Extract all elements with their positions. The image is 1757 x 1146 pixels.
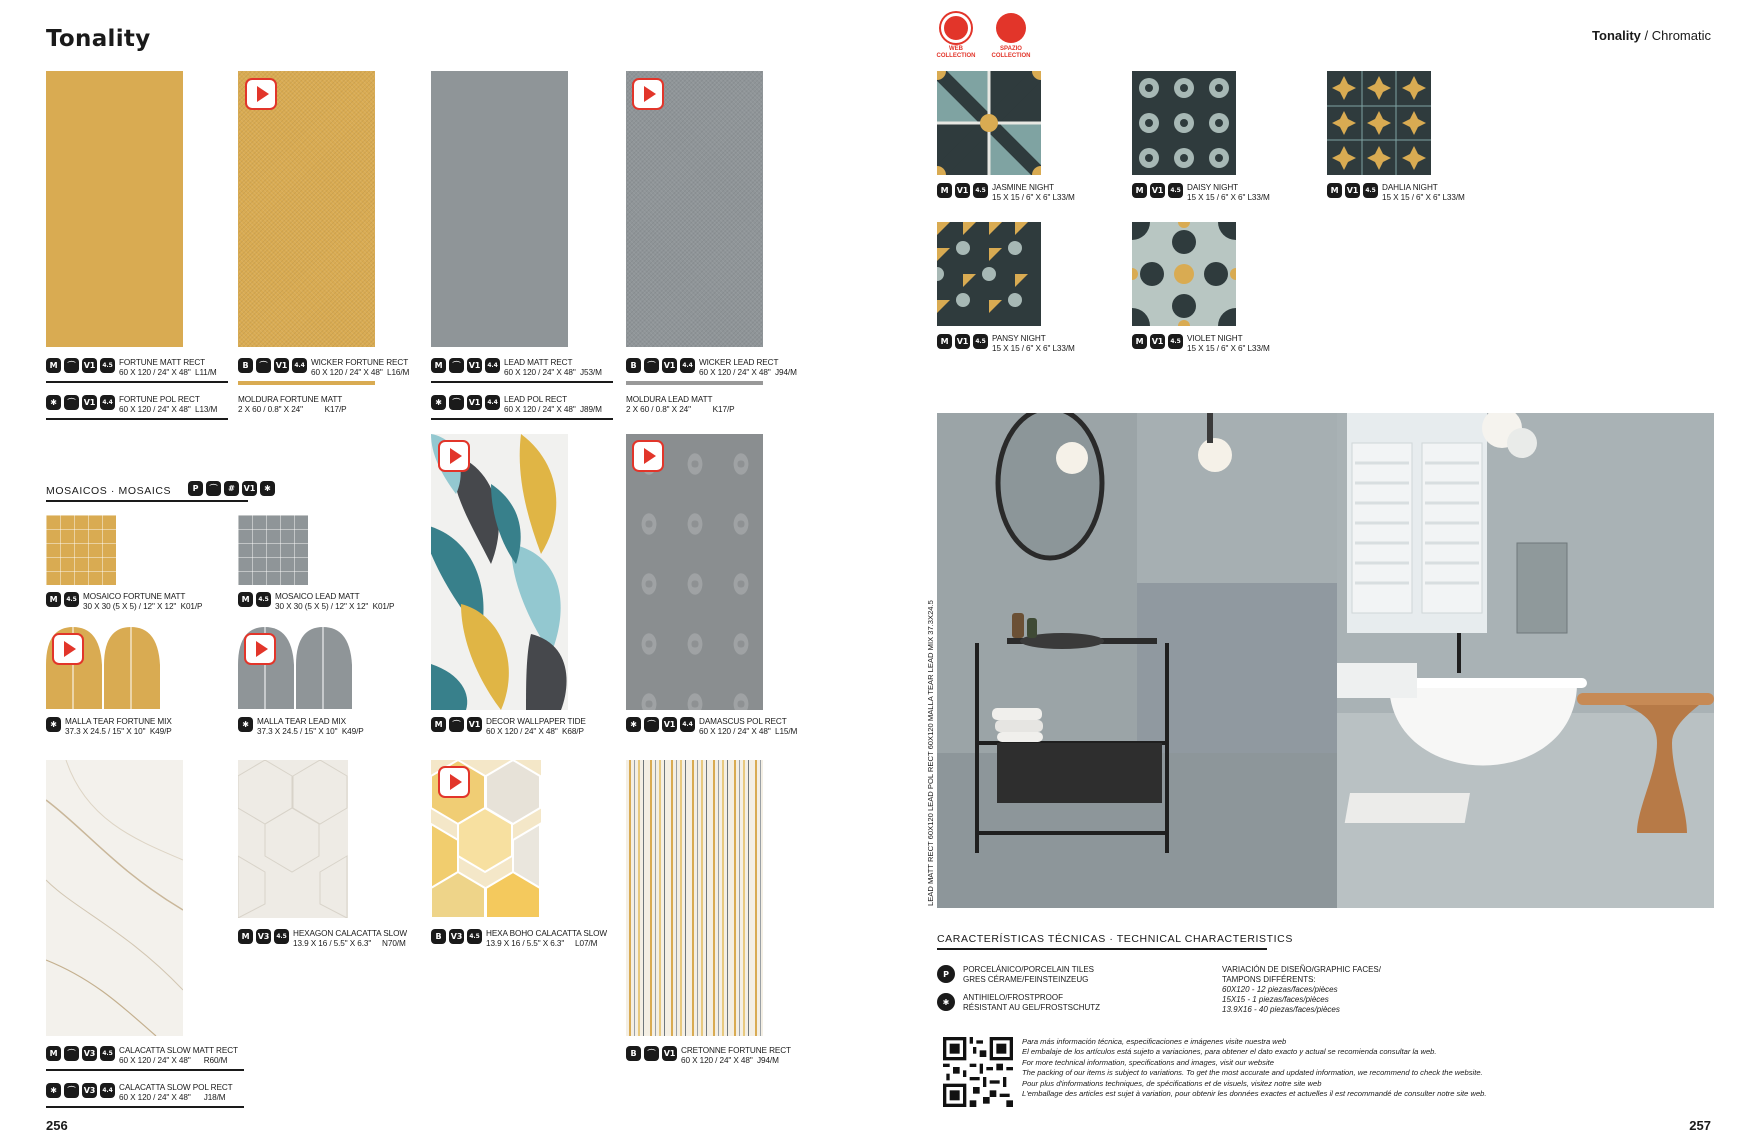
tech-section-title: CARACTERÍSTICAS TÉCNICAS · TECHNICAL CHARACTERISTICS (937, 933, 1293, 945)
rectified-icon: ⌒ (449, 717, 464, 732)
matt-finish-icon: M (238, 592, 253, 607)
play-video-icon[interactable] (438, 440, 470, 472)
tile-damascus-pol (626, 434, 763, 710)
tile-daisy-night (1132, 71, 1236, 175)
rectified-icon: ⌒ (449, 358, 464, 373)
tile-mosaico-lead (238, 515, 308, 585)
thickness-icon: 4.4 (100, 395, 115, 410)
matt-finish-icon: M (937, 183, 952, 198)
matt-finish-icon: M (238, 929, 253, 944)
v1-variation-icon: V1 (242, 481, 257, 496)
play-video-icon[interactable] (244, 633, 276, 665)
frostproof-icon: ✱ (238, 717, 253, 732)
tile-wicker-lead (626, 71, 763, 347)
tech-porcelain: P PORCELÁNICO/PORCELAIN TILES GRES CÉRAME/FEINSTEINZEUG (937, 965, 1094, 985)
product-caption: M V1 4.5 JASMINE NIGHT 15 X 15 / 6" X 6" L33/M (937, 183, 1117, 203)
web-collection-label: WEB COLLECTION (936, 46, 976, 59)
page-header: Tonality / Chromatic (1592, 28, 1711, 43)
mosaics-section-label: MOSAICOS · MOSAICS (46, 485, 172, 497)
v1-variation-icon: V1 (662, 717, 677, 732)
matt-finish-icon: M (46, 592, 61, 607)
divider (431, 381, 613, 383)
spazio-collection-label: SPAZIO COLLECTION (991, 46, 1031, 59)
rectified-icon: ⌒ (256, 358, 271, 373)
thickness-icon: 4.4 (485, 358, 500, 373)
qr-code[interactable] (943, 1037, 1013, 1107)
porcelain-icon: P (188, 481, 203, 496)
thickness-icon: 4.5 (100, 358, 115, 373)
divider (937, 948, 1267, 950)
mesh-icon: # (224, 481, 239, 496)
product-caption: ✱ ⌒ V1 4.4 DAMASCUS POL RECT 60 X 120 / 24" X 48" L15/M (626, 717, 816, 737)
relief-icon: B (626, 358, 641, 373)
matt-finish-icon: M (431, 717, 446, 732)
matt-finish-icon: M (1132, 183, 1147, 198)
play-video-icon[interactable] (632, 78, 664, 110)
thickness-icon: 4.4 (485, 395, 500, 410)
thickness-icon: 4.4 (100, 1083, 115, 1098)
spazio-collection-logo (996, 13, 1026, 43)
divider (46, 1069, 244, 1071)
product-caption: M V3 4.5 HEXAGON CALACATTA SLOW 13.9 X 16 / 5.5" X 6.3" N70/M (238, 929, 428, 949)
product-caption: MOLDURA FORTUNE MATT 2 X 60 / 0.8" X 24" K17/P (238, 395, 347, 414)
frostproof-icon: ✱ (46, 1083, 61, 1098)
thickness-icon: 4.5 (1363, 183, 1378, 198)
tile-calacatta-slow (46, 760, 183, 1036)
matt-finish-icon: M (46, 358, 61, 373)
tile-pansy-night (937, 222, 1041, 326)
tile-hexagon-calacatta (238, 760, 348, 918)
product-caption: M 4.5 MOSAICO LEAD MATT 30 X 30 (5 X 5) / 12" X 12" K01/P (238, 592, 423, 612)
moldura-swatch (626, 381, 763, 385)
page-number-right: 257 (1689, 1118, 1711, 1133)
tech-frostproof: ✱ ANTIHIELO/FROSTPROOF RÉSISTANT AU GEL/FROSTSCHUTZ (937, 993, 1100, 1013)
matt-finish-icon: M (431, 358, 446, 373)
matt-finish-icon: M (937, 334, 952, 349)
frostproof-icon: ✱ (46, 717, 61, 732)
tile-violet-night (1132, 222, 1236, 326)
graphic-faces-info: VARIACIÓN DE DISEÑO/GRAPHIC FACES/ TAMPONS DIFFÉRENTS: 60X120 - 12 piezas/faces/pièces 15X15 - 1 piezas/faces/pièces 13.9X16 - 40 piezas/faces/pièces (1222, 965, 1381, 1014)
product-caption: MOLDURA LEAD MATT 2 X 60 / 0.8" X 24" K17/P (626, 395, 735, 414)
play-video-icon[interactable] (245, 78, 277, 110)
divider (46, 381, 228, 383)
photo-caption-vertical: LEAD MATT RECT 60X120 LEAD POL RECT 60X120 MALLA TEAR LEAD MIX 37.3X24.5 (926, 600, 935, 906)
product-caption: ✱ MALLA TEAR FORTUNE MIX 37.3 X 24.5 / 15" X 10" K49/P (46, 717, 231, 737)
rectified-icon: ⌒ (644, 717, 659, 732)
product-caption: B ⌒ V1 4.4 WICKER FORTUNE RECT 60 X 120 / 24" X 48" L16/M (238, 358, 423, 378)
thickness-icon: 4.5 (1168, 183, 1183, 198)
product-caption: M V1 4.5 DAISY NIGHT 15 X 15 / 6" X 6" L33/M (1132, 183, 1312, 203)
frostproof-icon: ✱ (626, 717, 641, 732)
v3-variation-icon: V3 (82, 1046, 97, 1061)
bathroom-photo (937, 413, 1714, 908)
frostproof-icon: ✱ (937, 993, 955, 1011)
v1-variation-icon: V1 (82, 358, 97, 373)
thickness-icon: 4.5 (100, 1046, 115, 1061)
v1-variation-icon: V1 (662, 1046, 677, 1061)
v1-variation-icon: V1 (1345, 183, 1360, 198)
divider (46, 500, 248, 502)
matt-finish-icon: M (46, 1046, 61, 1061)
v3-variation-icon: V3 (82, 1083, 97, 1098)
thickness-icon: 4.5 (274, 929, 289, 944)
product-caption: M V1 4.5 DAHLIA NIGHT 15 X 15 / 6" X 6" L33/M (1327, 183, 1507, 203)
product-caption: M V1 4.5 VIOLET NIGHT 15 X 15 / 6" X 6" L33/M (1132, 334, 1312, 354)
web-collection-logo (941, 13, 971, 43)
v1-variation-icon: V1 (1150, 183, 1165, 198)
thickness-icon: 4.5 (256, 592, 271, 607)
tile-lead-matt (431, 71, 568, 347)
v1-variation-icon: V1 (82, 395, 97, 410)
mosaics-icons (188, 481, 275, 496)
v3-variation-icon: V3 (449, 929, 464, 944)
tile-decor-wallpaper-tide (431, 434, 568, 710)
v1-variation-icon: V1 (467, 717, 482, 732)
product-caption: B V3 4.5 HEXA BOHO CALACATTA SLOW 13.9 X 16 / 5.5" X 6.3" L07/M (431, 929, 621, 949)
v1-variation-icon: V1 (955, 183, 970, 198)
relief-icon: B (238, 358, 253, 373)
tile-mosaico-fortune (46, 515, 116, 585)
product-caption: M ⌒ V1 4.4 LEAD MATT RECT 60 X 120 / 24" X 48" J53/M (431, 358, 616, 378)
play-video-icon[interactable] (632, 440, 664, 472)
rectified-icon: ⌒ (206, 481, 221, 496)
product-caption: M V1 4.5 PANSY NIGHT 15 X 15 / 6" X 6" L33/M (937, 334, 1117, 354)
tile-dahlia-night (1327, 71, 1431, 175)
v1-variation-icon: V1 (274, 358, 289, 373)
rectified-icon: ⌒ (64, 1083, 79, 1098)
rectified-icon: ⌒ (644, 1046, 659, 1061)
v3-variation-icon: V3 (256, 929, 271, 944)
rectified-icon: ⌒ (64, 358, 79, 373)
thickness-icon: 4.5 (1168, 334, 1183, 349)
tile-cretonne-fortune (626, 760, 763, 1036)
frostproof-icon: ✱ (46, 395, 61, 410)
porcelain-icon: P (937, 965, 955, 983)
product-caption: M 4.5 MOSAICO FORTUNE MATT 30 X 30 (5 X 5) / 12" X 12" K01/P (46, 592, 231, 612)
rectified-icon: ⌒ (64, 395, 79, 410)
thickness-icon: 4.4 (680, 717, 695, 732)
thickness-icon: 4.4 (292, 358, 307, 373)
divider (46, 418, 228, 420)
v1-variation-icon: V1 (467, 395, 482, 410)
rectified-icon: ⌒ (644, 358, 659, 373)
thickness-icon: 4.4 (680, 358, 695, 373)
tile-jasmine-night (937, 71, 1041, 175)
product-caption: M ⌒ V1 DECOR WALLPAPER TIDE 60 X 120 / 24" X 48" K68/P (431, 717, 621, 737)
product-caption: B ⌒ V1 4.4 WICKER LEAD RECT 60 X 120 / 24" X 48" J94/M (626, 358, 811, 378)
product-caption: ✱ ⌒ V1 4.4 LEAD POL RECT 60 X 120 / 24" X 48" J89/M (431, 395, 616, 415)
product-caption: ✱ ⌒ V1 4.4 FORTUNE POL RECT 60 X 120 / 24" X 48" L13/M (46, 395, 231, 415)
v1-variation-icon: V1 (955, 334, 970, 349)
divider (431, 418, 613, 420)
frostproof-icon: ✱ (260, 481, 275, 496)
thickness-icon: 4.5 (467, 929, 482, 944)
product-caption: M ⌒ V3 4.5 CALACATTA SLOW MATT RECT 60 X 120 / 24" X 48" R60/M (46, 1046, 246, 1066)
frostproof-icon: ✱ (431, 395, 446, 410)
v1-variation-icon: V1 (467, 358, 482, 373)
relief-icon: B (626, 1046, 641, 1061)
v1-variation-icon: V1 (662, 358, 677, 373)
tile-wicker-fortune (238, 71, 375, 347)
product-caption: B ⌒ V1 CRETONNE FORTUNE RECT 60 X 120 / 24" X 48" J94/M (626, 1046, 816, 1066)
moldura-swatch (238, 381, 375, 385)
v1-variation-icon: V1 (1150, 334, 1165, 349)
rectified-icon: ⌒ (64, 1046, 79, 1061)
relief-icon: B (431, 929, 446, 944)
play-video-icon[interactable] (52, 633, 84, 665)
product-caption: M ⌒ V1 4.5 FORTUNE MATT RECT 60 X 120 / 24" X 48" L11/M (46, 358, 231, 378)
thickness-icon: 4.5 (973, 183, 988, 198)
footnotes: Para más información técnica, especificaciones e imágenes visite nuestra web El embalaje de los artículos está sujeto a variaciones, para obtener el dato exacto y actual se recomienda consultar la web. For more technical information, specifications and images, visit our website The packing of our items is subject to variations. To get the most accurate and updated information, we recommend to check the website. Pour plus d'informations techniques, de spécifications et de visuels, visitez notre site web L'emballage des articles est sujet à variation, pour obtenir les données exactes et actuelles il est recommandé de consulter notre site web. (1022, 1037, 1487, 1098)
thickness-icon: 4.5 (64, 592, 79, 607)
divider (46, 1106, 244, 1108)
product-caption: ✱ ⌒ V3 4.4 CALACATTA SLOW POL RECT 60 X 120 / 24" X 48" J18/M (46, 1083, 246, 1103)
matt-finish-icon: M (1327, 183, 1342, 198)
play-video-icon[interactable] (438, 766, 470, 798)
rectified-icon: ⌒ (449, 395, 464, 410)
page-title: Tonality (46, 26, 151, 52)
product-caption: ✱ MALLA TEAR LEAD MIX 37.3 X 24.5 / 15" X 10" K49/P (238, 717, 423, 737)
page-number-left: 256 (46, 1118, 68, 1133)
matt-finish-icon: M (1132, 334, 1147, 349)
tile-fortune-matt (46, 71, 183, 347)
thickness-icon: 4.5 (973, 334, 988, 349)
